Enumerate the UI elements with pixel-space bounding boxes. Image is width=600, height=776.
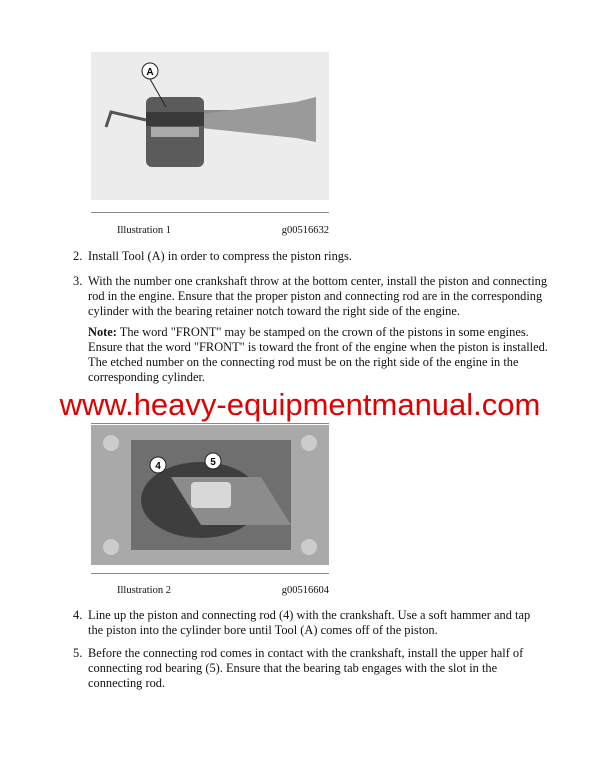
divider	[91, 423, 329, 424]
step-3	[73, 274, 548, 319]
callout-5: 5	[210, 457, 216, 468]
callout-a: A	[146, 67, 154, 78]
step-5	[73, 646, 548, 691]
step-text: Line up the piston and connecting rod (4) with the crankshaft. Use a soft hammer and tap the piston into the cylinder bore until Tool (A) comes off of the piston.	[88, 608, 531, 637]
step-text: Install Tool (A) in order to compress the piston rings.	[88, 249, 352, 263]
step-2	[73, 249, 548, 264]
illustration-1-photo	[91, 52, 329, 200]
illustration-2-caption	[117, 583, 329, 598]
note-label: Note:	[88, 325, 117, 339]
illustration-id: g00516632	[281, 225, 329, 236]
piston-ring-compressor-image	[91, 52, 329, 200]
illustration-1-caption	[117, 223, 329, 238]
step-4	[73, 608, 548, 638]
illustration-id: g00516604	[281, 585, 329, 596]
callout-4: 4	[155, 461, 161, 472]
illustration-label: Illustration 2	[117, 585, 171, 596]
step-text: Before the connecting rod comes in contact with the crankshaft, install the upper half of connecting rod bearing (5). Ensure that the bearing tab engages with the slot in the connecting rod.	[88, 646, 524, 690]
divider	[91, 573, 329, 574]
divider	[91, 212, 329, 213]
step-number: 4.	[73, 608, 83, 622]
engine-crankshaft-image	[91, 425, 329, 565]
step-number: 3.	[73, 274, 83, 288]
note	[88, 325, 550, 385]
watermark-link[interactable]: www.heavy-equipmentmanual.com	[59, 387, 541, 422]
note-text: The word "FRONT" may be stamped on the crown of the pistons in some engines. Ensure that the word "FRONT" is toward the front of the engine when the piston is installed. The etched number on the connecting rod must be on the right side of the engine in the corresponding cylinder.	[88, 325, 548, 384]
step-number: 5.	[73, 646, 83, 660]
step-number: 2.	[73, 249, 83, 263]
illustration-2-photo	[91, 425, 329, 565]
illustration-label: Illustration 1	[117, 225, 171, 236]
step-text: With the number one crankshaft throw at the bottom center, install the piston and connecting rod in the engine. Ensure that the proper piston and connecting rod are in the corresponding cylinder with the bearing retainer notch toward the right side of the engine.	[88, 274, 548, 318]
